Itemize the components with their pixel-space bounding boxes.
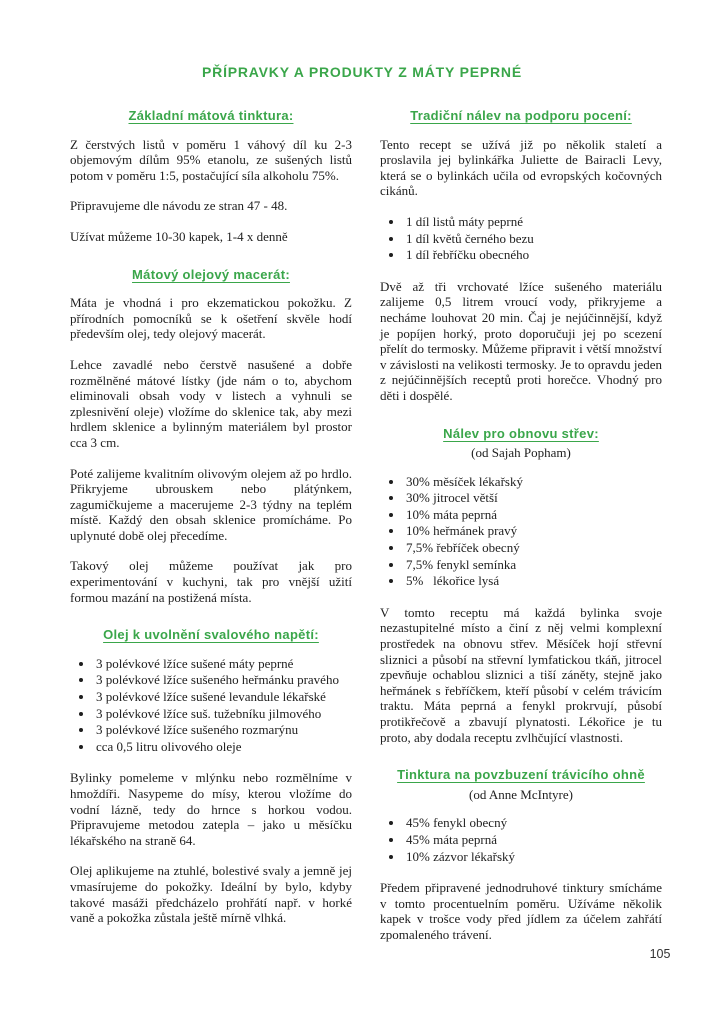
- ingredient-list: [380, 214, 662, 264]
- list-item: • 30% měsíček lékařský: [404, 474, 662, 491]
- paragraph: Bylinky pomeleme v mlýnku nebo rozmělníme v hmoždíři. Nasypeme do mísy, kterou vložíme do vodní lázně, tedy do hrnce s horkou vodou. Připravujeme metodou zatepla – jako u měsíčku lékařského na straně 64.: [70, 770, 352, 848]
- list-item: • 45% fenykl obecný: [404, 815, 662, 832]
- list-item: • 30% jitrocel větší: [404, 490, 662, 507]
- paragraph: Tento recept se užívá již po několik staletí a proslavila jej bylinkářka Juliette de Bairacli Levy, která se o bylinkách učila od evropských kočovných cikánů.: [380, 136, 662, 199]
- list-item: • 1 díl řebříčku obecného: [404, 247, 662, 264]
- list-item: • 3 polévkové lžíce suš. tužebníku jilmového: [94, 706, 352, 723]
- paragraph: Z čerstvých listů v poměru 1 váhový díl ku 2-3 objemovým dílům 95% etanolu, ze sušených listů potom v poměru 1:5, postačující síla alkoholu 75%.: [70, 136, 352, 183]
- ingredient-list: [70, 656, 352, 756]
- paragraph: Olej aplikujeme na ztuhlé, bolestivé svaly a jemně jej vmasírujeme do pokožky. Ideální by bylo, kdyby takové masáži předcházelo prohřátí např. v horké vaně a pokožka zůstala ještě mírně vlhká.: [70, 863, 352, 926]
- section-heading: Tinktura na povzbuzení trávicího ohně: [397, 767, 645, 783]
- paragraph: Máta je vhodná i pro ekzematickou pokožku. Z přírodních pomocníků se k ošetření skvěle hodí především olej, tedy olejový macerát.: [70, 295, 352, 342]
- section-heading: Základní mátová tinktura:: [128, 108, 294, 123]
- ingredient-list: [380, 474, 662, 590]
- section-matovy-olejovy-macerat: [70, 267, 352, 606]
- ingredient-list: [380, 815, 662, 865]
- list-item: • 10% heřmánek pravý: [404, 523, 662, 540]
- section-tradicni-nalev-na-podporu-poceni: [380, 108, 662, 404]
- paragraph: Dvě až tři vrchovaté lžíce sušeného materiálu zalijeme 0,5 litrem vroucí vody, přikryjeme a necháme louhovat 20 min. Čaj je nejúčinnější, když je popíjen horký, proto doporučuji jej po scezení přelít do termosky. Můžeme připravit i větší množství v závislosti na velikosti termosky. Je to opravdu jeden z nejúčinnějších receptů proti horečce. Vhodný pro děti i dospělé.: [380, 278, 662, 403]
- section-heading: Mátový olejový macerát:: [132, 266, 290, 282]
- list-item: • 7,5% fenykl semínka: [404, 557, 662, 574]
- list-item: • 3 polévkové lžíce sušeného rozmarýnu: [94, 722, 352, 739]
- list-item: • 7,5% řebříček obecný: [404, 540, 662, 557]
- section-author: (od Anne McIntyre): [469, 786, 573, 802]
- section-tinktura-na-povzbuzeni-traviciho-ohne: [380, 767, 662, 942]
- section-author: (od Sajah Popham): [471, 445, 571, 461]
- list-item: • 10% máta peprná: [404, 507, 662, 524]
- paragraph: Lehce zavadlé nebo čerstvě nasušené a dobře rozmělněné mátové lístky (jde nám o to, abychom eliminovali obsah vody v listech a vyhnuli se zplesnivění oleje) vložíme do sklenice tak, aby mezi hrdlem sklenice a bylinným materiálem byl prostor cca 3 cm.: [70, 356, 352, 450]
- list-item: • 3 polévkové lžíce sušeného heřmánku pravého: [94, 672, 352, 689]
- list-item: • 1 díl květů černého bezu: [404, 231, 662, 248]
- paragraph: Připravujeme dle návodu ze stran 47 - 48.: [70, 198, 288, 214]
- paragraph: Předem připravené jednodruhové tinktury smícháme v tomto procentuelním poměru. Užíváme několik kapek v trošce vody před jídlem za účelem zahřátí zpomaleného trávení.: [380, 880, 662, 942]
- page-number: 105: [649, 947, 671, 961]
- section-olej-k-uvolneni-svaloveho-napeti: [70, 627, 352, 926]
- list-item: • 1 díl listů máty peprné: [404, 214, 662, 231]
- left-column: [70, 108, 352, 926]
- section-zakladni-matova-tinktura: [70, 108, 352, 245]
- section-heading: Tradiční nálev na podporu pocení:: [410, 108, 632, 123]
- right-column: [380, 108, 662, 943]
- list-item: • 5% lékořice lysá: [404, 573, 662, 590]
- paragraph: Užívat můžeme 10-30 kapek, 1-4 x denně: [70, 228, 288, 244]
- list-item: • 45% máta peprná: [404, 832, 662, 849]
- paragraph: Poté zalijeme kvalitním olivovým olejem až po hrdlo. Přikryjeme ubrouskem nebo plátýnkem, zagumičkujeme a macerujeme 2-3 týdny na teplém místě. Každý den obsah sklenice promícháme. Po uplynuté době olej přecedíme.: [70, 465, 352, 543]
- list-item: • cca 0,5 litru olivového oleje: [94, 739, 352, 756]
- list-item: • 10% zázvor lékařský: [404, 849, 662, 866]
- paragraph: Takový olej můžeme používat jak pro experimentování v kuchyni, tak pro vnější užití formou mazání na postižená místa.: [70, 558, 352, 605]
- section-nalev-pro-obnovu-strev: [380, 426, 662, 746]
- list-item: • 3 polévkové lžíce sušené máty peprné: [94, 656, 352, 673]
- section-heading: Olej k uvolnění svalového napětí:: [103, 627, 319, 643]
- page-title: PŘÍPRAVKY A PRODUKTY Z MÁTY PEPRNÉ: [202, 64, 522, 80]
- section-heading: Nálev pro obnovu střev:: [443, 425, 599, 441]
- list-item: • 3 polévkové lžíce sušené levandule lékařské: [94, 689, 352, 706]
- paragraph: V tomto receptu má každá bylinka svoje nezastupitelné místo a činí z něj velmi komplexní prostředek na obnovu střev. Měsíček hojí střevní sliznici a působí na střevní lymfatickou tkáň, jitrocel zpevňuje ochablou sliznici a tiší záněty, stejně jako heřmánek s řebříčkem, kteří působí v celém trávicím traktu. Máta peprná a fenykl prokrvují, působí protikřečově a zbavují plynatosti. Lékořice je tu proto, aby dodala receptu zvlhčující vlastnosti.: [380, 604, 662, 745]
